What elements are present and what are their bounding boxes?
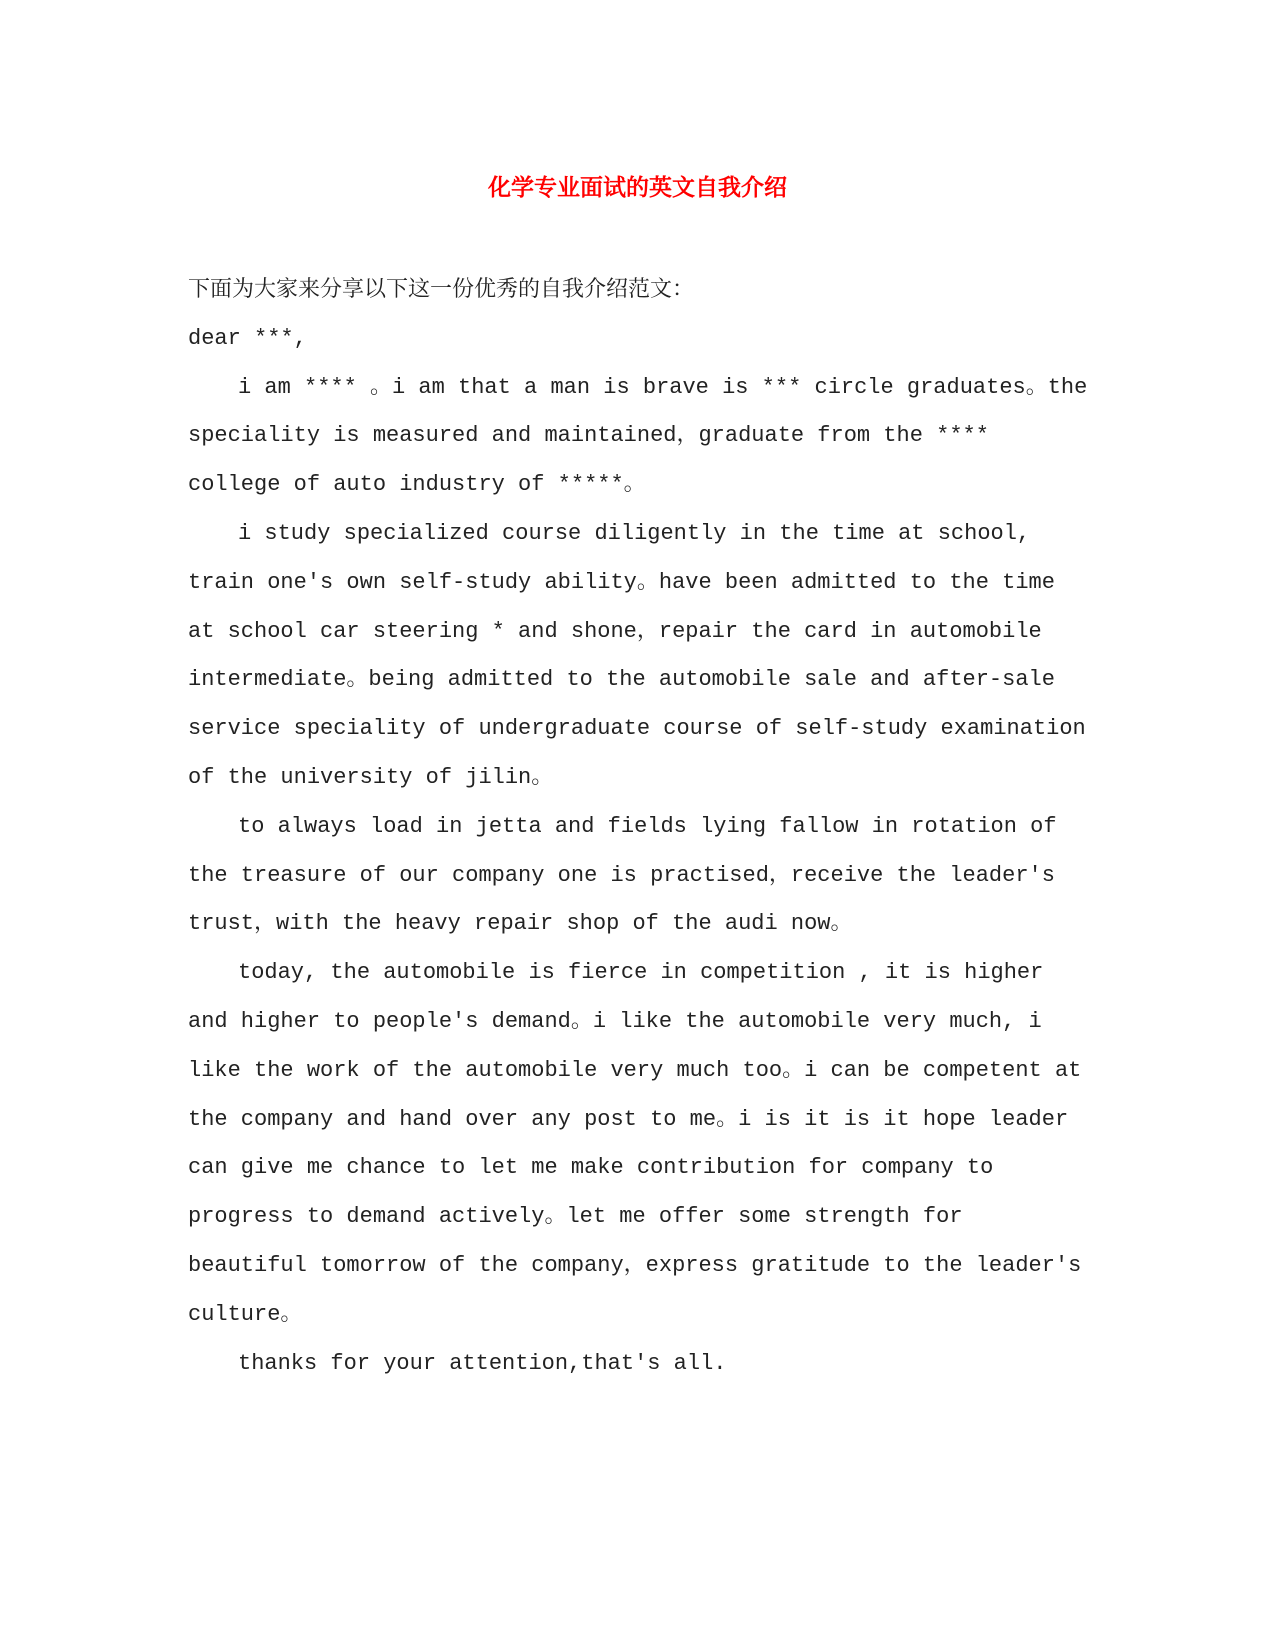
closing-line: thanks for your attention,that's all. bbox=[238, 1350, 727, 1376]
paragraph-4: today, the automobile is fierce in competition , it is higher and higher to people's demand。i like the automobile very much, i like the work of the automobile very much too。i can be competent at the company and hand over any post to me。i is it is it hope leader can give me chance to let me make contribution for company to progress to demand actively。let me offer some strength for beautiful tomorrow of the company，express gratitude to the leader's culture。 bbox=[188, 960, 1082, 1327]
intro-line: 下面为大家来分享以下这一份优秀的自我介绍范文： bbox=[188, 277, 695, 302]
document-body bbox=[188, 266, 1088, 1388]
paragraph-1: i am **** 。i am that a man is brave is *** circle graduates。the speciality is measured and maintained，graduate from the **** college of auto industry of *****。 bbox=[188, 374, 1088, 498]
greeting-line: dear ***, bbox=[188, 325, 307, 351]
paragraph-3: to always load in jetta and fields lying fallow in rotation of the treasure of our company one is practised，receive the leader's trust，with the heavy repair shop of the audi now。 bbox=[188, 813, 1057, 937]
document-title: 化学专业面试的英文自我介绍 bbox=[488, 175, 787, 201]
paragraph-2: i study specialized course diligently in the time at school, train one's own self-study ability。have been admitted to the time at school car steering * and shone，repair the card in automobile intermediate。being admitted to the automobile sale and after-sale service speciality of undergraduate course of self-study examination of the university of jilin。 bbox=[188, 520, 1086, 790]
